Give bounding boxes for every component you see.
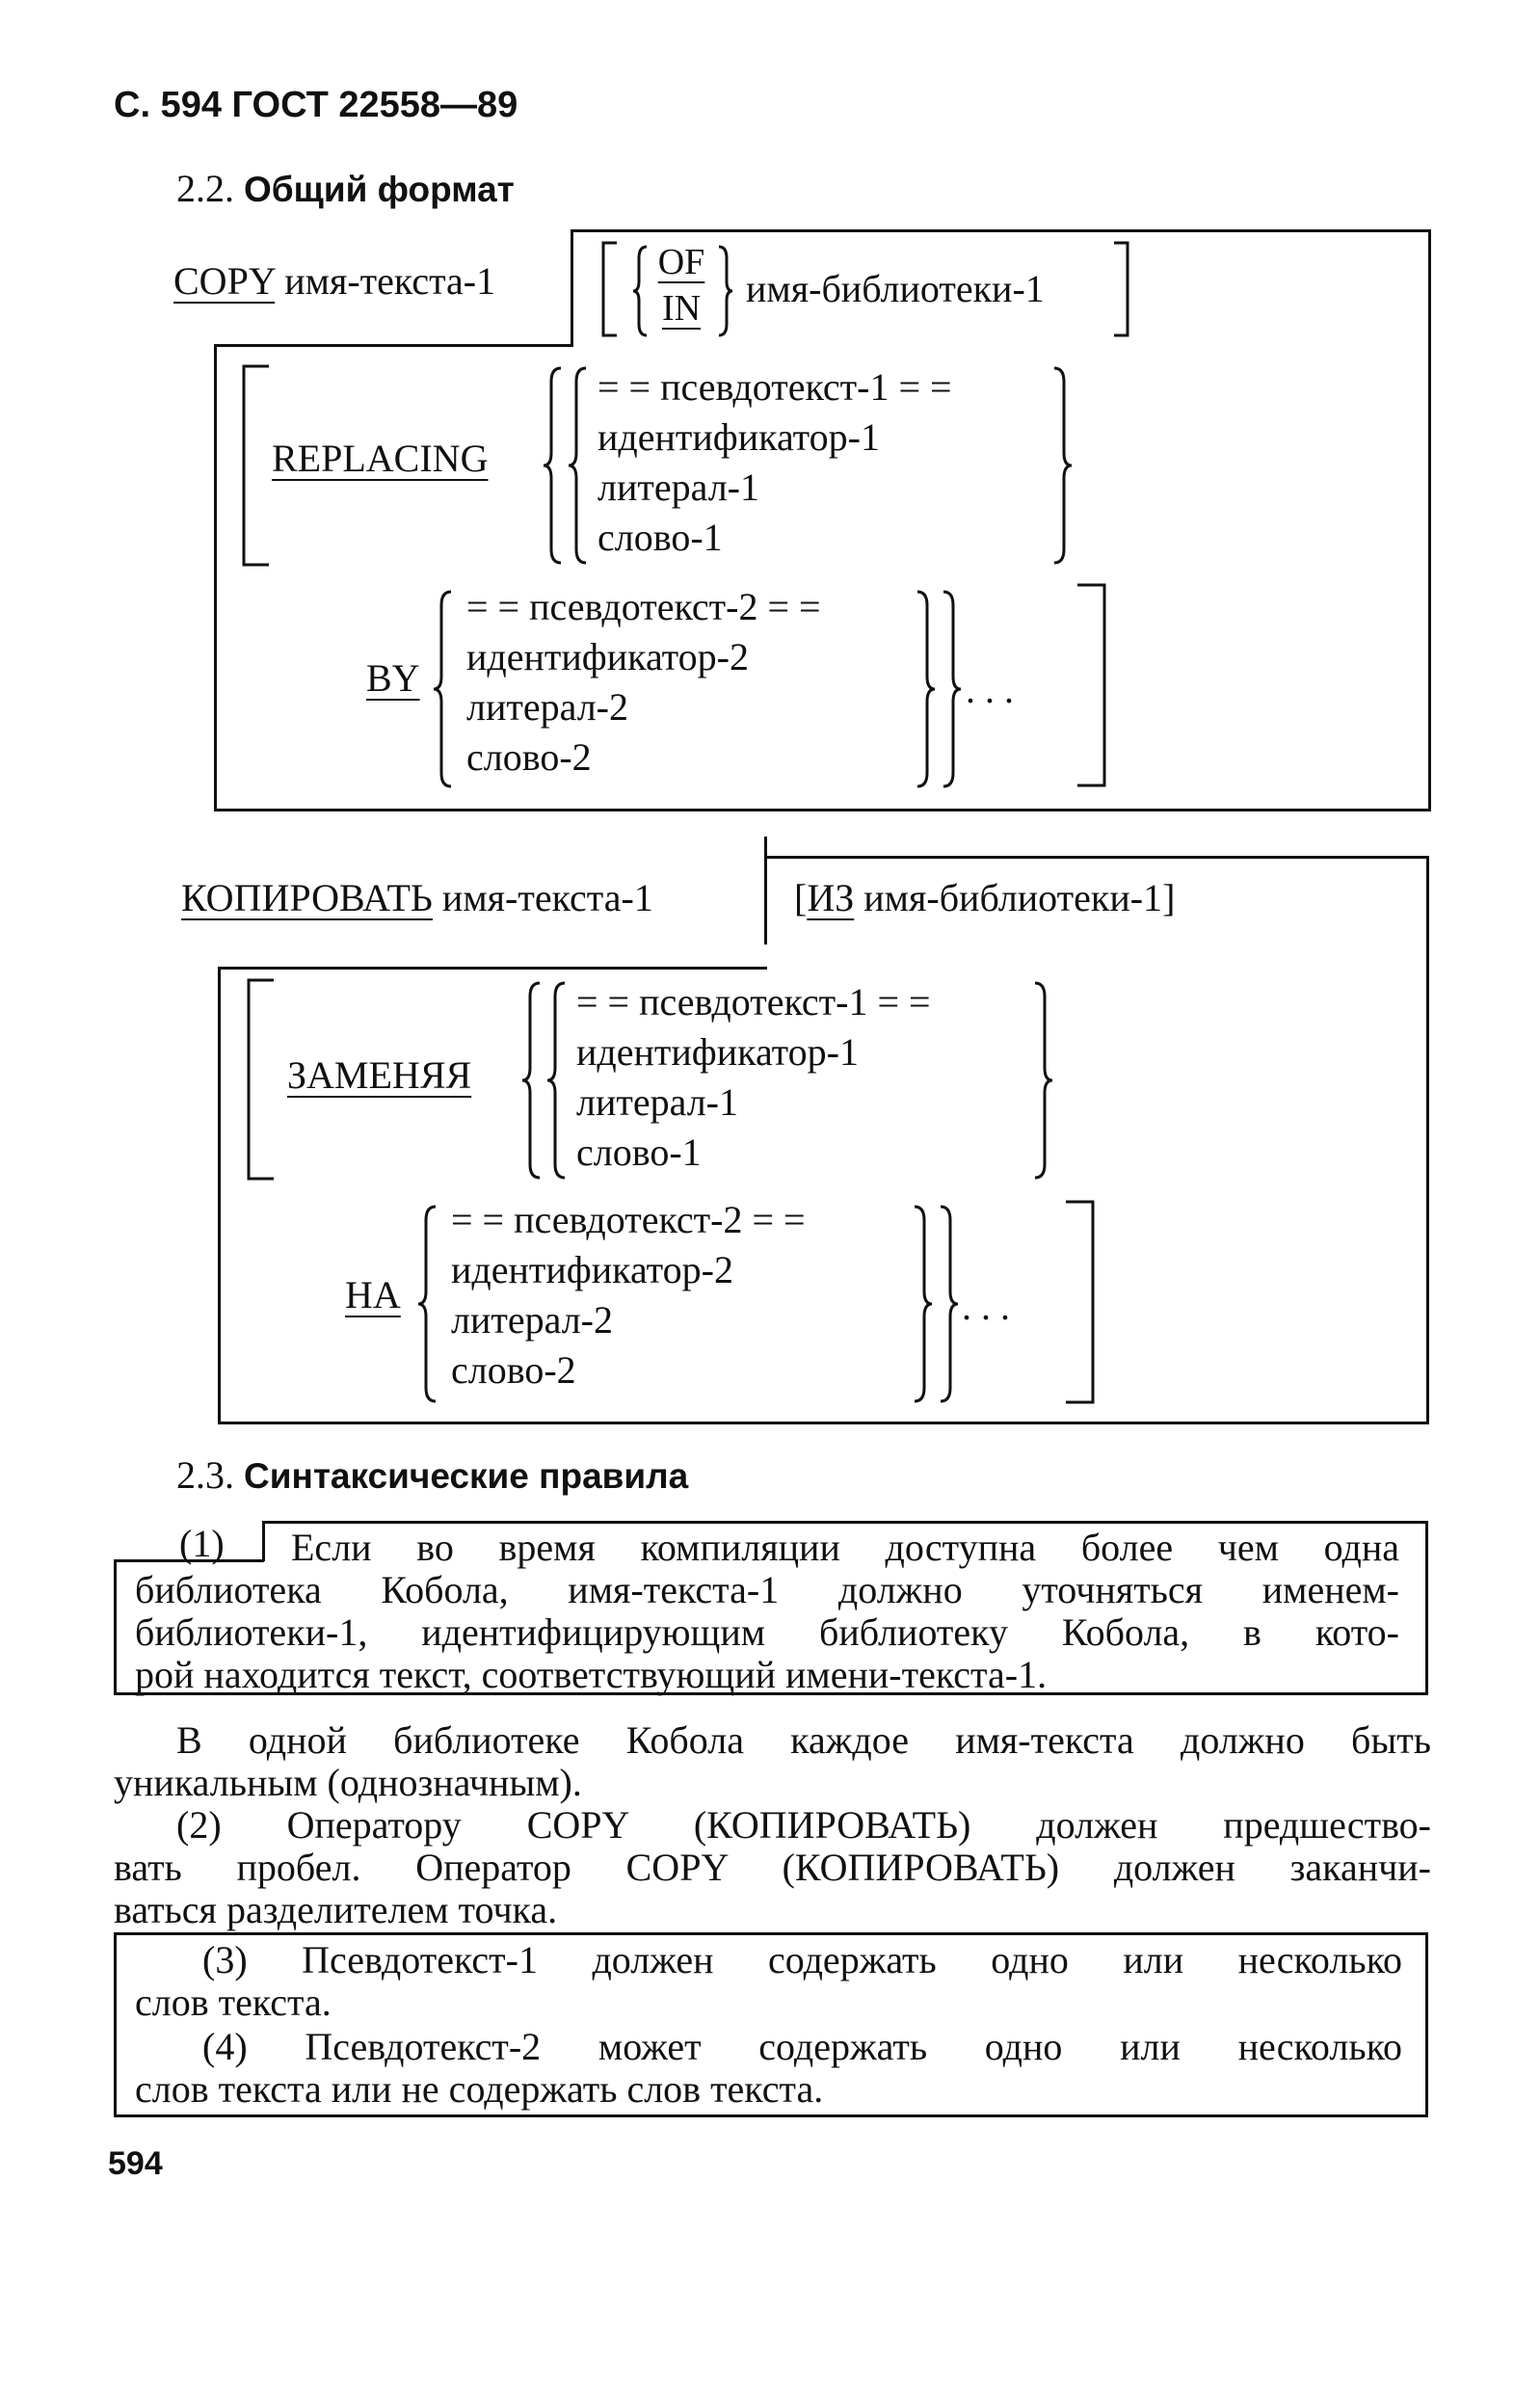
rule1-line-1: Если во время компиляции доступна более чем одна: [291, 1526, 1399, 1569]
operands1-brace-open-icon: [567, 366, 590, 565]
ru-operands2-brace-close-icon: [911, 1205, 934, 1403]
operand2-literal: литерал-2: [466, 685, 628, 729]
copy-keyword: COPY: [173, 259, 276, 303]
ru-operands1-brace-close-icon: [1031, 981, 1054, 1180]
ru-operand2-identifier: идентификатор-2: [451, 1248, 733, 1291]
ru-operand2-pseudotext: = = псевдотекст-2 = =: [451, 1198, 806, 1241]
by-keyword: BY: [366, 656, 420, 700]
rule1-line-4: рой находится текст, соответствующий имени-текста-1.: [135, 1653, 1048, 1696]
format-ru-copy-line: [181, 873, 653, 923]
format-en-copy-line: [173, 256, 495, 306]
rule34-bottom-rule: [114, 2114, 1428, 2117]
repeat-ellipsis: . . .: [966, 668, 1014, 711]
choice-brace-close-icon: [715, 245, 734, 337]
na-keyword: НА: [345, 1273, 401, 1316]
format-en-top-rule: [571, 229, 1430, 232]
operand2-identifier: идентификатор-2: [466, 635, 749, 678]
replacing-outer-brace-icon: [542, 366, 565, 565]
uniqueness-line-1: В одной библиотеке Кобола каждое имя-текста должно быть: [176, 1718, 1431, 1762]
text-name-1: имя-текста-1: [284, 259, 496, 303]
operands2-brace-open-icon: [432, 590, 455, 788]
section-2-3-heading: [176, 1452, 688, 1498]
rule1-left-rule: [114, 1559, 117, 1694]
page-number: 594: [108, 2145, 163, 2182]
rule3-line-2: слов текста.: [135, 1981, 332, 2024]
operand1-word: слово-1: [597, 516, 723, 559]
replacing-bracket-open-icon: [236, 364, 275, 567]
rule34-top-rule: [114, 1932, 1428, 1935]
format-ru-bottom-rule: [218, 1422, 1429, 1424]
ru-open-bracket: [: [794, 876, 808, 919]
format-ru-operands2: [451, 1195, 806, 1396]
rule2-line-2: вать пробел. Оператор COPY (КОПИРОВАТЬ) должен заканчи-: [114, 1846, 1431, 1889]
format-ru-library-clause: [794, 873, 1175, 923]
section-2-2-number: 2.2.: [176, 167, 234, 210]
replacing-bracket-close-icon: [1072, 583, 1110, 787]
format-en-bottom-rule: [214, 809, 1431, 811]
running-header: С. 594 ГОСТ 22558—89: [114, 85, 518, 125]
uniqueness-line-2: уникальным (однозначным).: [114, 1761, 582, 1804]
format-ru-operands1: [576, 977, 931, 1178]
section-2-2-heading: [176, 166, 515, 211]
rule1-line-2: библиотека Кобола, имя-текста-1 должно уточняться именем-: [135, 1568, 1399, 1611]
replacing-keyword: REPLACING: [272, 437, 489, 480]
zamenyaya-bracket-open-icon: [241, 978, 279, 1181]
rule3-line-1: (3) Псевдотекст-1 должен содержать одно или несколько: [202, 1938, 1402, 1981]
operands1-brace-close-icon: [1050, 366, 1074, 565]
optional-bracket-close-icon: [1106, 241, 1135, 337]
format-ru-top-rule: [766, 856, 1429, 859]
format-ru-right-rule: [1426, 856, 1429, 1424]
format-en-operands1: [597, 362, 952, 563]
ru-text-name-1: имя-текста-1: [441, 876, 653, 919]
format-en-inner-divider: [571, 229, 573, 347]
rule34-right-rule: [1425, 1932, 1428, 2117]
na-outer-brace-close-icon: [937, 1205, 960, 1403]
iz-keyword: ИЗ: [807, 876, 855, 919]
operand1-identifier: идентификатор-1: [597, 415, 880, 459]
rule34-left-rule: [114, 1932, 117, 2117]
operands2-brace-close-icon: [914, 590, 937, 788]
ru-library-name-1: имя-библиотеки-1: [863, 876, 1163, 919]
optional-bracket-open-icon: [597, 241, 626, 337]
format-ru-inner-divider: [764, 837, 767, 944]
rule4-line-2: слов текста или не содержать слов текста.: [135, 2067, 824, 2111]
by-outer-brace-close-icon: [940, 590, 963, 788]
ru-operand1-identifier: идентификатор-1: [576, 1030, 859, 1074]
rule4-line-1: (4) Псевдотекст-2 может содержать одно или несколько: [202, 2025, 1402, 2068]
ru-operand2-literal: литерал-2: [451, 1298, 613, 1342]
rule1-number: (1): [179, 1522, 225, 1565]
rule1-right-rule: [1425, 1521, 1428, 1694]
ru-operands2-brace-open-icon: [416, 1205, 439, 1403]
rule1-line-3: библиотеки-1, идентифицирующим библиотеку Кобола, в кото-: [135, 1610, 1399, 1654]
section-2-3-title: Синтаксические правила: [244, 1456, 689, 1496]
ru-operands1-brace-open-icon: [545, 981, 569, 1180]
ru-repeat-ellipsis: . . .: [962, 1285, 1010, 1328]
rule2-line-3: ваться разделителем точка.: [114, 1888, 558, 1931]
rule2-line-1: (2) Оператору COPY (КОПИРОВАТЬ) должен предшество-: [176, 1803, 1431, 1847]
library-name-1: имя-библиотеки-1: [746, 267, 1045, 310]
format-ru-left-rule: [218, 967, 221, 1424]
operand1-literal: литерал-1: [597, 465, 759, 509]
ru-operand1-pseudotext: = = псевдотекст-1 = =: [576, 980, 931, 1024]
section-2-2-title: Общий формат: [244, 170, 515, 209]
format-en-mid-rule: [214, 344, 572, 347]
format-en-operands2: [466, 582, 821, 783]
rule1-top-rule: [262, 1521, 1428, 1524]
of-in-stack: [648, 239, 715, 332]
format-en-left-rule: [214, 344, 217, 811]
in-keyword: IN: [661, 288, 702, 329]
format-en-right-rule: [1428, 229, 1431, 811]
operand2-pseudotext: = = псевдотекст-2 = =: [466, 585, 821, 628]
kopirovat-keyword: КОПИРОВАТЬ: [181, 876, 433, 919]
ru-operand1-word: слово-1: [576, 1130, 702, 1174]
of-keyword: OF: [657, 242, 705, 282]
ru-operand1-literal: литерал-1: [576, 1080, 738, 1124]
zamenyaya-bracket-close-icon: [1060, 1200, 1099, 1404]
format-ru-mid-rule: [218, 967, 767, 970]
ru-close-bracket: ]: [1162, 876, 1176, 919]
section-2-3-number: 2.3.: [176, 1453, 234, 1497]
operand2-word: слово-2: [466, 735, 592, 779]
zamenyaya-keyword: ЗАМЕНЯЯ: [287, 1053, 472, 1097]
operand1-pseudotext: = = псевдотекст-1 = =: [597, 365, 952, 409]
ru-operand2-word: слово-2: [451, 1348, 576, 1392]
zamenyaya-outer-brace-icon: [520, 981, 544, 1180]
rule1-number-divider: [262, 1521, 265, 1561]
